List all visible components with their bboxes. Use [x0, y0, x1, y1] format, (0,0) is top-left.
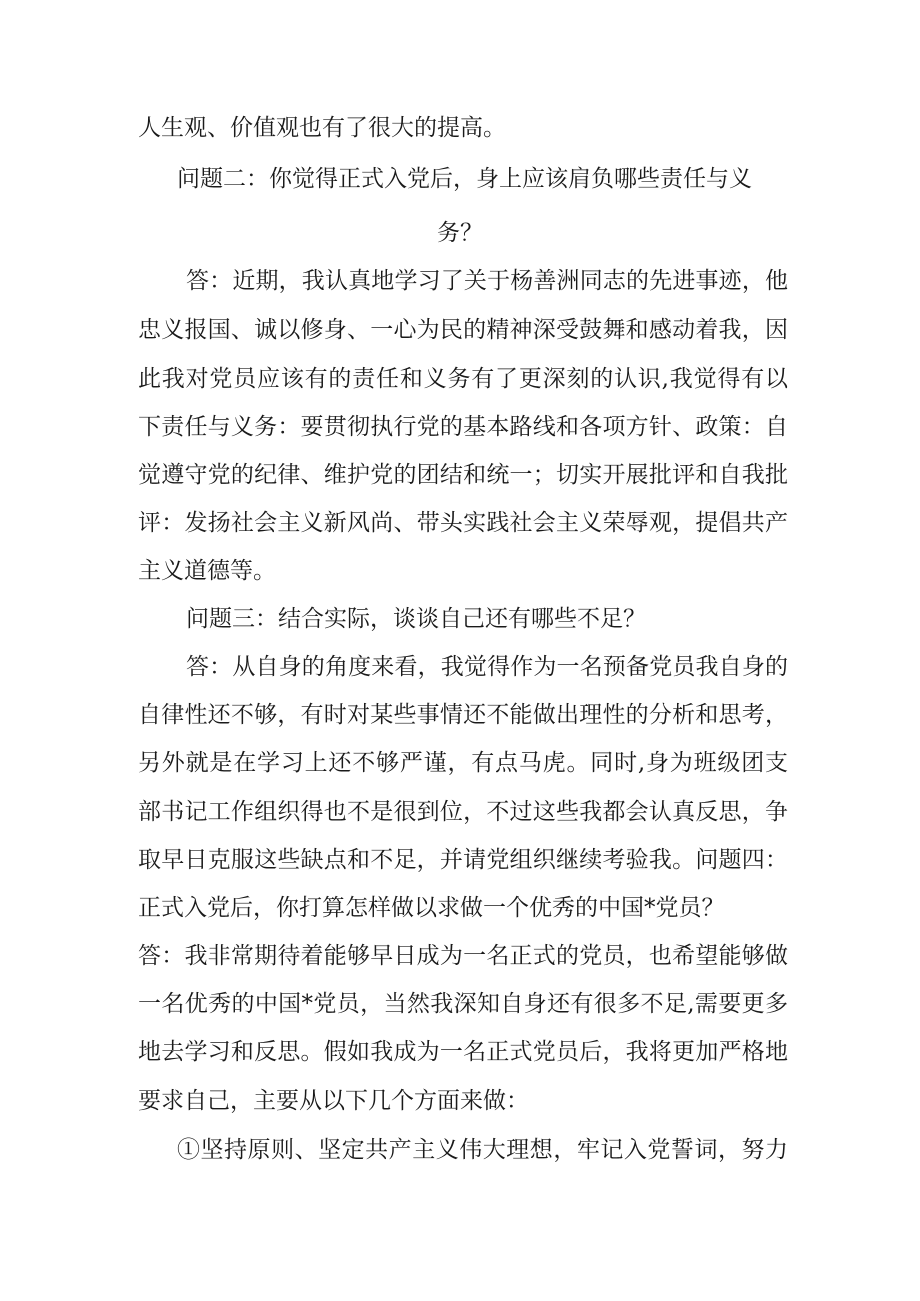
answer-two-line: 答：近期，我认真地学习了关于杨善洲同志的先进事迹，他 [186, 268, 788, 294]
answer-three-line: 部书记工作组织得也不是很到位，不过这些我都会认真反思，争 [138, 799, 788, 825]
answer-four-line: 要求自己，主要从以下几个方面来做： [138, 1088, 529, 1114]
answer-two-line: 主义道德等。 [138, 558, 276, 584]
question-two-heading: 问题二：你觉得正式入党后，身上应该肩负哪些责任与义 [177, 166, 752, 192]
answer-two-line: 下责任与义务：要贯彻执行党的基本路线和各项方针、政策：自 [138, 414, 788, 440]
answer-three-line: 取早日克服这些缺点和不足，并请党组织继续考验我。问题四： [138, 847, 788, 873]
answer-two-line: 此我对党员应该有的责任和义务有了更深刻的认识,我觉得有以 [138, 366, 788, 392]
list-item-one-line: ①坚持原则、坚定共产主义伟大理想，牢记入党誓词，努力 [177, 1137, 788, 1163]
answer-two-line: 评：发扬社会主义新风尚、带头实践社会主义荣辱观，提倡共产 [138, 510, 788, 536]
question-two-heading-cont: 务？ [437, 220, 483, 246]
answer-four-line: 答：我非常期待着能够早日成为一名正式的党员，也希望能够做 [138, 943, 788, 969]
answer-three-line: 自律性还不够，有时对某些事情还不能做出理性的分析和思考， [138, 702, 788, 728]
question-three-heading: 问题三：结合实际，谈谈自己还有哪些不足？ [186, 606, 646, 632]
question-four-heading: 正式入党后，你打算怎样做以求做一个优秀的中国*党员？ [138, 895, 725, 921]
answer-two-line: 觉遵守党的纪律、维护党的团结和统一；切实开展批评和自我批 [138, 462, 788, 488]
answer-four-line: 地去学习和反思。假如我成为一名正式党员后，我将更加严格地 [138, 1039, 788, 1065]
paragraph-line: 人生观、价值观也有了很大的提高。 [138, 115, 506, 141]
answer-three-line: 另外就是在学习上还不够严谨，有点马虎。同时,身为班级团支 [138, 750, 788, 776]
answer-four-line: 一名优秀的中国*党员，当然我深知自身还有很多不足,需要更多 [138, 991, 788, 1017]
answer-two-line: 忠义报国、诚以修身、一心为民的精神深受鼓舞和感动着我，因 [138, 317, 788, 343]
answer-three-line: 答：从自身的角度来看，我觉得作为一名预备党员我自身的 [186, 654, 788, 680]
